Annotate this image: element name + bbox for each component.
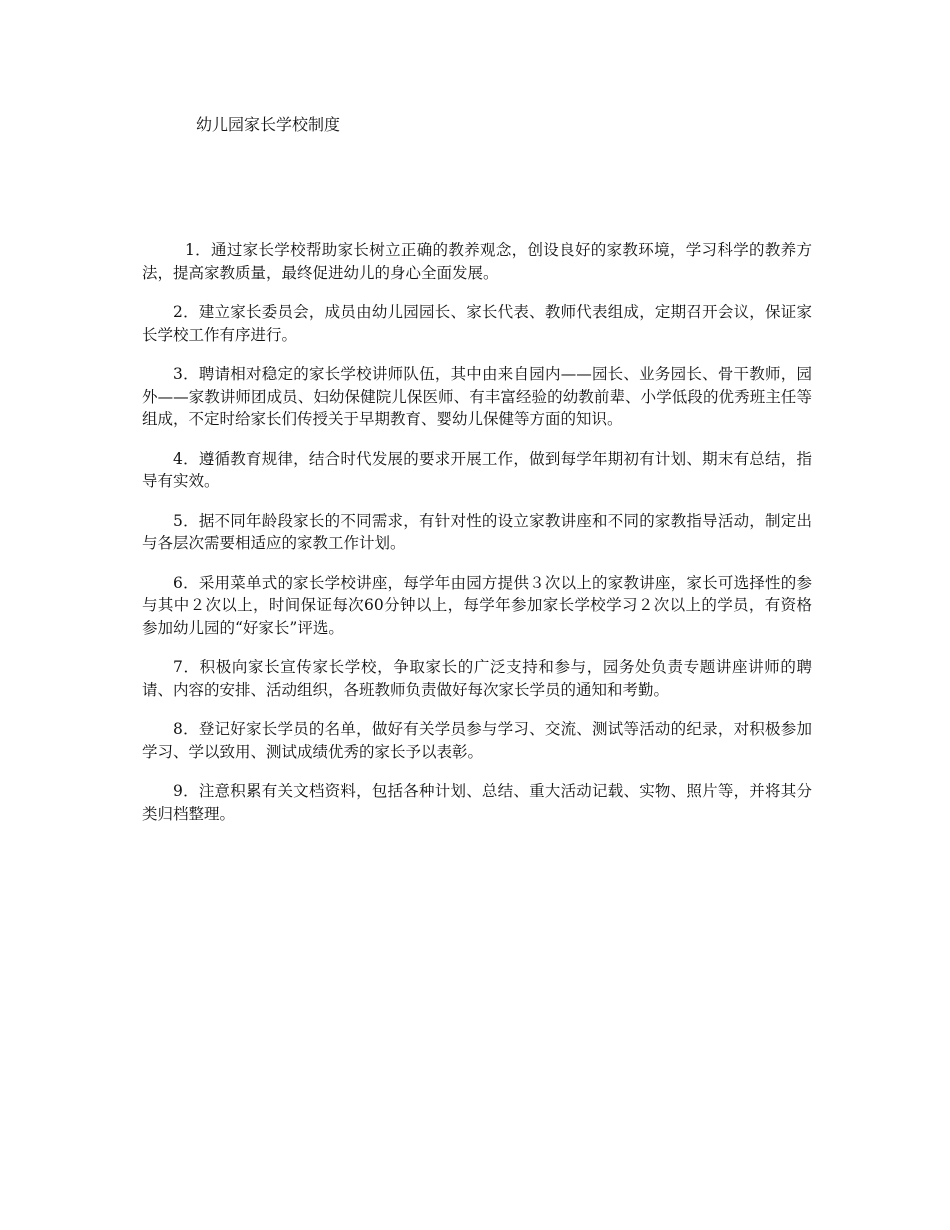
paragraph-7: 7．积极向家长宣传家长学校，争取家长的广泛支持和参与，园务处负责专题讲座讲师的聘请、内容的安排、活动组织，各班教师负责做好每次家长学员的通知和考勤。 xyxy=(142,658,812,699)
paragraph-8: 8．登记好家长学员的名单，做好有关学员参与学习、交流、测试等活动的纪录，对积极参加学习、学以致用、测试成绩优秀的家长予以表彰。 xyxy=(142,720,812,761)
document-title: 幼儿园家长学校制度 xyxy=(196,115,341,134)
paragraph-1: 1．通过家长学校帮助家长树立正确的教养观念，创设良好的家教环境，学习科学的教养方法，提高家教质量，最终促进幼儿的身心全面发展。 xyxy=(142,241,812,282)
paragraph-3: 3．聘请相对稳定的家长学校讲师队伍，其中由来自园内——园长、业务园长、骨干教师，园外——家教讲师团成员、妇幼保健院儿保医师、有丰富经验的幼教前辈、小学低段的优秀班主任等组成，不定时给家长们传授关于早期教育、婴幼儿保健等方面的知识。 xyxy=(142,365,812,428)
document-body xyxy=(142,239,812,842)
paragraph-9: 9．注意积累有关文档资料，包括各种计划、总结、重大活动记载、实物、照片等，并将其分类归档整理。 xyxy=(142,782,812,823)
paragraph-2: 2．建立家长委员会，成员由幼儿园园长、家长代表、教师代表组成，定期召开会议，保证家长学校工作有序进行。 xyxy=(142,303,812,344)
paragraph-5: 5．据不同年龄段家长的不同需求，有针对性的设立家教讲座和不同的家教指导活动，制定出与各层次需要相适应的家教工作计划。 xyxy=(142,511,812,552)
paragraph-6: 6．采用菜单式的家长学校讲座，每学年由园方提供３次以上的家教讲座，家长可选择性的参与其中２次以上，时间保证每次60分钟以上，每学年参加家长学校学习２次以上的学员，有资格参加幼儿园的“好家长”评选。 xyxy=(142,573,812,637)
paragraph-4: 4．遵循教育规律，结合时代发展的要求开展工作，做到每学年期初有计划、期末有总结，指导有实效。 xyxy=(142,449,812,490)
